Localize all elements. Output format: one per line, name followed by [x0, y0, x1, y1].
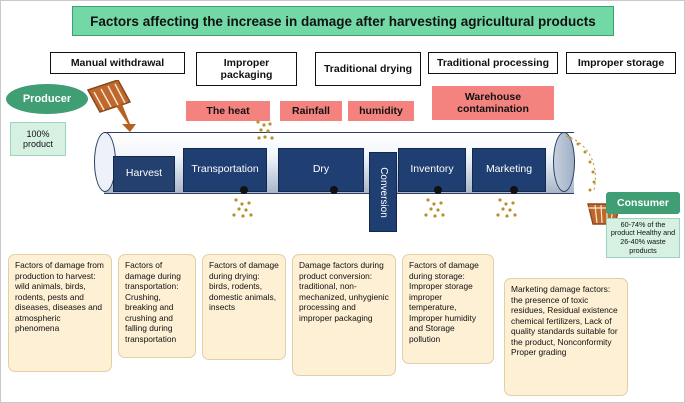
- consumer-badge: Consumer: [606, 192, 680, 214]
- grain-spill-icon: [422, 196, 456, 222]
- category-traditional-drying: Traditional drying: [315, 52, 421, 86]
- note-card: Marketing damage factors: the presence of toxic residues, Residual existence chemical fertilizers, Lack of quality standards suitable for the product, Nonconformity Proper grading: [504, 278, 628, 396]
- harvest-chute-icon: [84, 80, 142, 132]
- note-card: Factors of damage during transportation: Crushing, breaking and crushing and falling during transportation: [118, 254, 196, 358]
- grain-spill-icon: [230, 196, 264, 222]
- note-card: Factors of damage during storage: Improper storage improper temperature, Improper humidity and Storage pollution: [402, 254, 494, 364]
- note-card: Factors of damage from production to harvest: wild animals, birds, rodents, pests and diseases, diseases and atmospheric phenomena: [8, 254, 112, 372]
- grain-flow-icon: [560, 128, 620, 198]
- node-dot: [510, 186, 518, 194]
- page-title: Factors affecting the increase in damage after harvesting agricultural products: [72, 6, 614, 36]
- hazard-humidity: humidity: [348, 101, 414, 121]
- stage-dry[interactable]: Dry: [278, 148, 364, 192]
- stage-conversion-label: Conversion: [377, 166, 389, 218]
- node-dot: [434, 186, 442, 194]
- category-traditional-processing: Traditional processing: [428, 52, 558, 74]
- node-dot: [240, 186, 248, 194]
- hazard-the-heat: The heat: [186, 101, 270, 121]
- stage-conversion[interactable]: [369, 152, 397, 232]
- note-card: Damage factors during product conversion: traditional, non-mechanized, unhygienic processing and improper packaging: [292, 254, 396, 376]
- category-improper-packaging: Improper packaging: [196, 52, 297, 86]
- producer-note: 100% product: [10, 122, 66, 156]
- stage-inventory[interactable]: Inventory: [398, 148, 466, 192]
- hazard-rainfall: Rainfall: [280, 101, 342, 121]
- grain-spill-icon: [252, 118, 286, 144]
- node-dot: [330, 186, 338, 194]
- grain-spill-icon: [494, 196, 528, 222]
- note-card: Factors of damage during drying: birds, rodents, domestic animals, insects: [202, 254, 286, 360]
- stage-harvest[interactable]: Harvest: [113, 156, 175, 192]
- category-manual-withdrawal: Manual withdrawal: [50, 52, 185, 74]
- stage-marketing[interactable]: Marketing: [472, 148, 546, 192]
- stage-transportation[interactable]: Transportation: [183, 148, 267, 192]
- consumer-note: 60-74% of the product Healthy and 26-40% waste products: [606, 218, 680, 258]
- hazard-warehouse-contamination: Warehouse contamination: [432, 86, 554, 120]
- category-improper-storage: Improper storage: [566, 52, 676, 74]
- producer-badge: Producer: [6, 84, 88, 114]
